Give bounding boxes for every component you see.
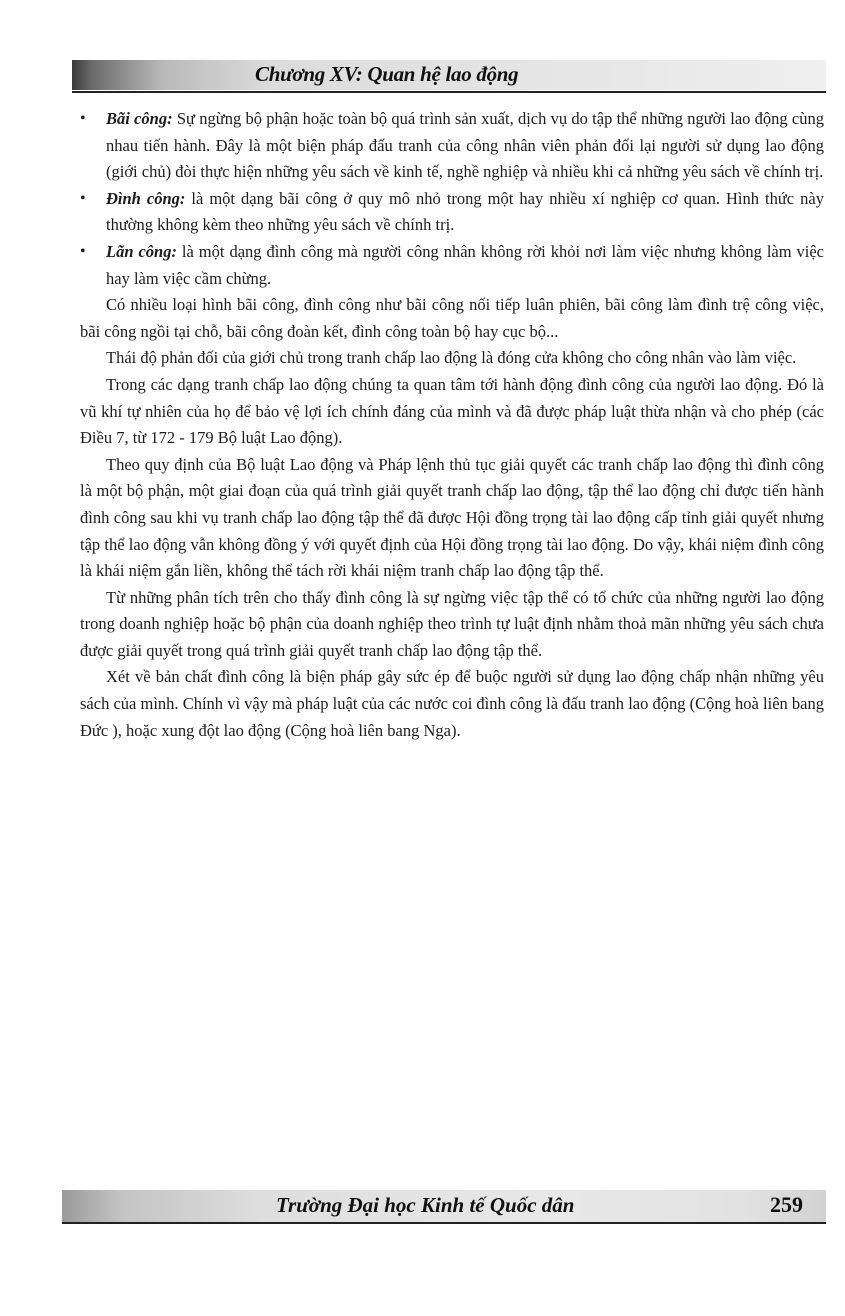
bullet-dot: • <box>80 242 86 260</box>
paragraph-strike-right: Trong các dạng tranh chấp lao động chúng ta quan tâm tới hành động đình công của người lao động. Đó là vũ khí tự nhiên của họ để bảo vệ lợi ích chính đáng của mình và đã được pháp luật thừa nhận và cho phép (các Điều 7, từ 172 - 179 Bộ luật Lao động). <box>80 374 824 448</box>
term-bai-cong: Bãi công: <box>106 109 173 128</box>
body-text <box>80 106 824 744</box>
paragraph-legal-procedure: Theo quy định của Bộ luật Lao động và Pháp lệnh thủ tục giải quyết các tranh chấp lao động thì đình công là một bộ phận, một giai đoạn của quá trình giải quyết tranh chấp lao động, tập thể lao động chỉ được tiến hành đình công sau khi vụ tranh chấp lao động tập thể đã được Hội đồng trọng tài lao động cấp tỉnh giải quyết nhưng tập thể lao động vẫn không đồng ý với quyết định của Hội đồng trọng tài lao động. Do vậy, khái niệm đình công là khái niệm gắn liền, không thể tách rời khái niệm tranh chấp lao động tập thể. <box>80 454 824 581</box>
bullet-dot: • <box>80 110 86 127</box>
footer-university-name: Trường Đại học Kinh tế Quốc dân <box>276 1193 575 1217</box>
definition-lan-cong: là một dạng đình công mà người công nhân không rời khỏi nơi làm việc nhưng không làm việc hay làm việc cầm chừng. <box>106 241 825 288</box>
paragraph-strike-types: Có nhiều loại hình bãi công, đình công như bãi công nối tiếp luân phiên, bãi công làm đình trệ công việc, bãi công ngồi tại chỗ, bãi công đoàn kết, đình công toàn bộ hay cục bộ... <box>80 295 824 341</box>
page-number: 259 <box>770 1192 803 1217</box>
chapter-header-title: Chương XV: Quan hệ lao động <box>255 62 519 86</box>
bullet-item-bai-cong <box>80 106 824 186</box>
bullet-item-dinh-cong <box>80 186 824 239</box>
paragraph-lockout: Thái độ phản đối của giới chủ trong tranh chấp lao động là đóng cửa không cho công nhân vào làm việc. <box>106 348 797 368</box>
bullet-dot: • <box>80 189 86 207</box>
header-divider <box>72 91 826 93</box>
paragraph-strike-definition: Từ những phân tích trên cho thấy đình công là sự ngừng việc tập thể có tổ chức của những người lao động trong doanh nghiệp hoặc bộ phận của doanh nghiệp theo trình tự luật định nhằm thoả mãn những yêu sách chưa được giải quyết trong quá trình giải quyết tranh chấp lao động tập thể. <box>80 587 824 660</box>
definition-dinh-cong: là một dạng bãi công ở quy mô nhỏ trong một hay nhiều xí nghiệp cơ quan. Hình thức này thường không kèm theo những yêu sách về chính trị. <box>106 188 824 235</box>
bullet-item-lan-cong <box>80 239 824 292</box>
definition-bai-cong: Sự ngừng bộ phận hoặc toàn bộ quá trình sản xuất, dịch vụ do tập thể những người lao động cùng nhau tiến hành. Đây là một biện pháp đấu tranh của công nhân viên phản đối lại người sử dụng lao động (giới chủ) đòi thực hiện những yêu sách về kinh tế, nghề nghiệp và nhiều khi cả những yêu sách về chính trị. <box>106 109 824 182</box>
term-lan-cong: Lãn công: <box>106 241 177 261</box>
footer-divider <box>62 1222 826 1224</box>
term-dinh-cong: Đình công: <box>106 188 186 208</box>
paragraph-strike-nature: Xét về bản chất đình công là biện pháp gây sức ép để buộc người sử dụng lao động chấp nhận những yêu sách của mình. Chính vì vậy mà pháp luật của các nước coi đình công là đấu tranh lao động (Cộng hoà liên bang Đức ), hoặc xung đột lao động (Cộng hoà liên bang Nga). <box>80 667 824 740</box>
